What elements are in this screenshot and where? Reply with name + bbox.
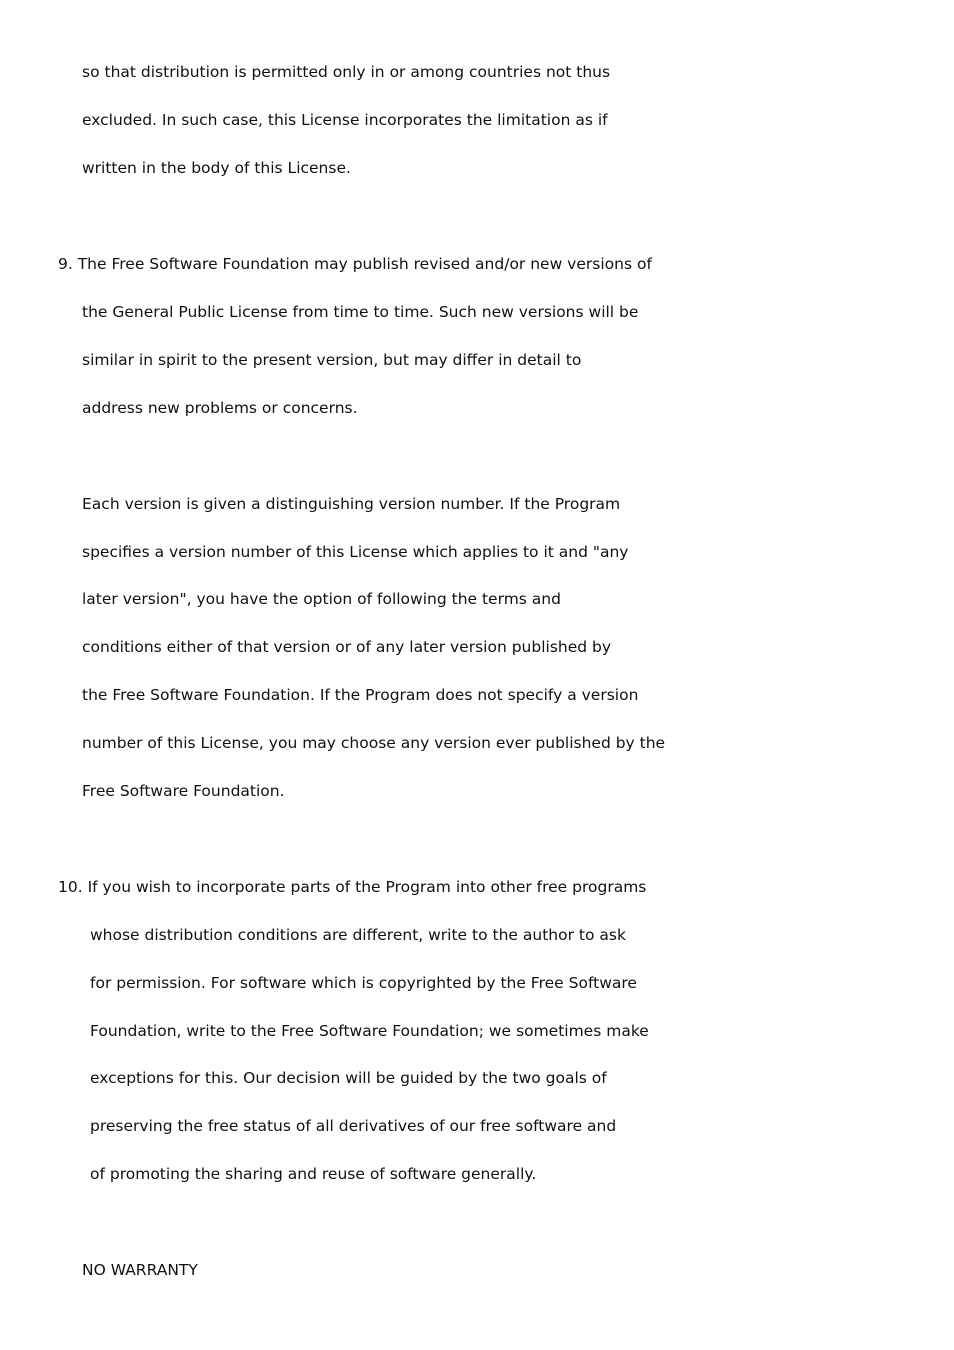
text-line: Foundation, write to the Free Software Foundation; we sometimes make <box>90 1022 649 1040</box>
text-line: Free Software Foundation. <box>82 782 285 800</box>
text-line: of promoting the sharing and reuse of software generally. <box>90 1165 537 1183</box>
text-line: later version", you have the option of following the terms and <box>82 590 561 608</box>
text-line: exceptions for this. Our decision will be guided by the two goals of <box>90 1069 607 1087</box>
section-10-first-line: 10. If you wish to incorporate parts of the Program into other free programs <box>58 878 647 896</box>
text-line: similar in spirit to the present version, but may differ in detail to <box>82 351 582 369</box>
section-9-first-line: 9. The Free Software Foundation may publish revised and/or new versions of <box>58 255 652 273</box>
text-line: preserving the free status of all derivatives of our free software and <box>90 1117 617 1135</box>
text-line: address new problems or concerns. <box>82 399 358 417</box>
text-line: written in the body of this License. <box>82 159 351 177</box>
text-line: the Free Software Foundation. If the Program does not specify a version <box>82 686 639 704</box>
text-line: the General Public License from time to time. Such new versions will be <box>82 303 639 321</box>
text-line: Each version is given a distinguishing version number. If the Program <box>82 495 621 513</box>
text-line: so that distribution is permitted only in or among countries not thus <box>82 63 611 81</box>
text-line: for permission. For software which is copyrighted by the Free Software <box>90 974 637 992</box>
text-line: whose distribution conditions are different, write to the author to ask <box>90 926 626 944</box>
text-line: excluded. In such case, this License incorporates the limitation as if <box>82 111 608 129</box>
no-warranty-heading: NO WARRANTY <box>82 1261 198 1279</box>
text-line: specifies a version number of this License which applies to it and "any <box>82 543 629 561</box>
text-line: number of this License, you may choose any version ever published by the <box>82 734 666 752</box>
text-line: conditions either of that version or of any later version published by <box>82 638 612 656</box>
